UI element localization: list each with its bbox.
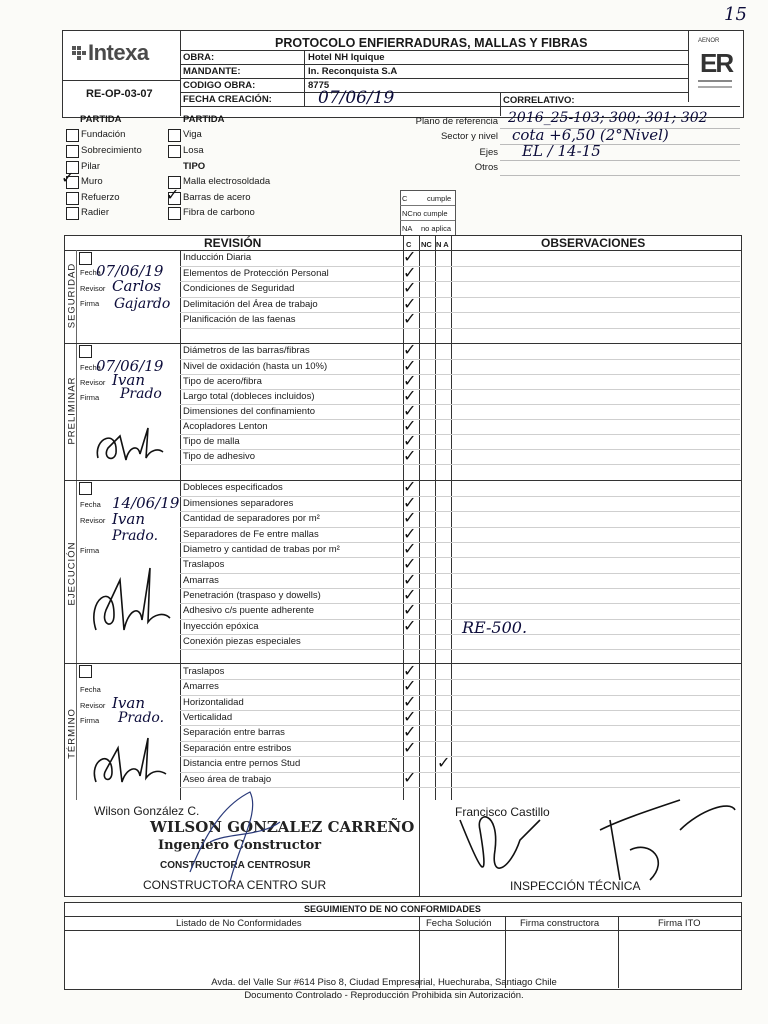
check-icon: ✓ bbox=[403, 600, 417, 619]
right-role: INSPECCIÓN TÉCNICA bbox=[510, 879, 641, 893]
ejes-value: EL / 14-15 bbox=[522, 142, 601, 160]
logo-mark-icon bbox=[72, 46, 86, 60]
check-icon: ✓ bbox=[403, 768, 417, 787]
row-label: Adhesivo c/s puente adherente bbox=[183, 605, 314, 616]
option-pilar: Pilar bbox=[81, 161, 101, 172]
left-company: CONSTRUCTORA CENTRO SUR bbox=[143, 878, 327, 892]
mandante-label: MANDANTE: bbox=[183, 66, 241, 77]
stamp-line-3: CONSTRUCTORA CENTROSUR bbox=[160, 860, 311, 871]
check-icon: ✓ bbox=[403, 508, 417, 527]
partida2-label: PARTIDA bbox=[183, 114, 225, 125]
muro-check-icon: ✓ bbox=[61, 168, 75, 187]
check-icon: ✓ bbox=[403, 294, 417, 313]
check-icon: ✓ bbox=[403, 401, 417, 420]
row-label: Diametro y cantidad de trabas por m² bbox=[183, 544, 340, 555]
partida-label: PARTIDA bbox=[80, 114, 122, 125]
row-label: Nivel de oxidación (hasta un 10%) bbox=[183, 361, 328, 372]
right-signer-name: Francisco Castillo bbox=[455, 805, 550, 819]
stamp-line-1: WILSON GONZALEZ CARREÑO bbox=[150, 818, 415, 836]
check-icon: ✓ bbox=[403, 493, 417, 512]
obra-value: Hotel NH Iquique bbox=[308, 52, 385, 63]
sector-label: Sector y nivel bbox=[440, 131, 498, 142]
check-icon: ✓ bbox=[403, 309, 417, 328]
row-label: Separadores de Fe entre mallas bbox=[183, 529, 319, 540]
option-muro: Muro bbox=[81, 176, 103, 187]
no-conformidades-title: SEGUIMIENTO DE NO CONFORMIDADES bbox=[304, 904, 481, 914]
stamp-line-2: Ingeniero Constructor bbox=[158, 838, 322, 853]
row-label: Traslapos bbox=[183, 559, 225, 570]
doc-code: RE-OP-03-07 bbox=[86, 88, 153, 100]
nc-col-firma-ito: Firma ITO bbox=[658, 918, 701, 929]
check-icon: ✓ bbox=[403, 707, 417, 726]
mandante-value: In. Reconquista S.A bbox=[308, 66, 398, 77]
termino-signature bbox=[88, 730, 168, 790]
option-fibra: Fibra de carbono bbox=[183, 207, 255, 218]
logo-text: Intexa bbox=[88, 40, 149, 65]
preliminar-fecha: 07/06/19 bbox=[96, 357, 164, 375]
ejecucion-observacion: RE-500. bbox=[462, 618, 528, 637]
tipo-label: TIPO bbox=[183, 161, 206, 172]
footer-address: Avda. del Valle Sur #614 Piso 8, Ciudad Empresarial, Huechuraba, Santiago Chile bbox=[211, 977, 557, 988]
preliminar-firma: Prado bbox=[120, 386, 162, 402]
intexa-logo bbox=[72, 40, 172, 70]
check-icon: ✓ bbox=[437, 753, 451, 772]
correlativo-label: CORRELATIVO: bbox=[503, 95, 575, 106]
option-fundacion: Fundación bbox=[81, 129, 126, 140]
check-icon: ✓ bbox=[403, 585, 417, 604]
row-label: Inducción Diaria bbox=[183, 252, 252, 263]
row-label: Conexión piezas especiales bbox=[183, 636, 301, 647]
check-icon: ✓ bbox=[403, 263, 417, 282]
right-signature bbox=[450, 790, 740, 895]
plano-label: Plano de referencia bbox=[415, 116, 498, 127]
row-label: Separación entre estribos bbox=[183, 743, 292, 754]
row-label: Dobleces especificados bbox=[183, 482, 283, 493]
row-label: Amarres bbox=[183, 681, 219, 692]
option-refuerzo: Refuerzo bbox=[81, 192, 120, 203]
section-preliminar-label: PRELIMINAR bbox=[66, 376, 78, 445]
row-label: Horizontalidad bbox=[183, 697, 244, 708]
row-label: Penetración (traspaso y dowells) bbox=[183, 590, 321, 601]
page-number: 15 bbox=[724, 4, 747, 25]
seguridad-fecha: 07/06/19 bbox=[96, 262, 164, 280]
row-label: Dimensiones del confinamiento bbox=[183, 406, 316, 417]
row-label: Tipo de acero/fibra bbox=[183, 376, 262, 387]
preliminar-revisor: Ivan bbox=[112, 371, 146, 389]
ejes-label: Ejes bbox=[479, 147, 498, 158]
check-icon: ✓ bbox=[403, 477, 417, 496]
row-label: Diámetros de las barras/fibras bbox=[183, 345, 310, 356]
ejecucion-signature bbox=[84, 560, 174, 640]
check-icon: ✓ bbox=[403, 446, 417, 465]
nc-col-listado: Listado de No Conformidades bbox=[176, 918, 302, 929]
codigo-label: CODIGO OBRA: bbox=[183, 80, 256, 91]
revision-header: REVISIÓN bbox=[204, 236, 262, 250]
check-icon: ✓ bbox=[403, 524, 417, 543]
section-ejecucion-label: EJECUCIÓN bbox=[66, 541, 78, 606]
check-icon: ✓ bbox=[403, 738, 417, 757]
nc-col-fecha: Fecha Solución bbox=[426, 918, 492, 929]
row-label: Planificación de las faenas bbox=[183, 314, 296, 325]
check-icon: ✓ bbox=[403, 371, 417, 390]
form-title: PROTOCOLO ENFIERRADURAS, MALLAS Y FIBRAS bbox=[275, 36, 588, 50]
row-label: Aseo área de trabajo bbox=[183, 774, 272, 785]
section-seguridad-label: SEGURIDAD bbox=[66, 262, 78, 329]
fecha-creacion-label: FECHA CREACIÓN: bbox=[183, 94, 272, 105]
section-termino-label: TÉRMINO bbox=[66, 708, 78, 759]
seguridad-firma: Gajardo bbox=[114, 296, 171, 312]
row-label: Cantidad de separadores por m² bbox=[183, 513, 320, 524]
option-losa: Losa bbox=[183, 145, 204, 156]
option-sobrecimiento: Sobrecimiento bbox=[81, 145, 142, 156]
fecha-creacion-value: 07/06/19 bbox=[318, 88, 395, 108]
row-label: Tipo de malla bbox=[183, 436, 240, 447]
ejecucion-firma-name: Prado. bbox=[112, 528, 159, 544]
option-malla: Malla electrosoldada bbox=[183, 176, 271, 187]
nc-col-firma-constructora: Firma constructora bbox=[520, 918, 600, 929]
termino-firma: Prado. bbox=[118, 710, 165, 726]
observaciones-header: OBSERVACIONES bbox=[541, 236, 646, 250]
check-icon: ✓ bbox=[403, 616, 417, 635]
termino-revisor: Ivan bbox=[112, 694, 146, 712]
check-icon: ✓ bbox=[403, 539, 417, 558]
check-icon: ✓ bbox=[403, 340, 417, 359]
row-label: Separación entre barras bbox=[183, 727, 285, 738]
check-icon: ✓ bbox=[403, 554, 417, 573]
check-icon: ✓ bbox=[403, 676, 417, 695]
check-icon: ✓ bbox=[403, 356, 417, 375]
ejecucion-fecha: 14/06/19 bbox=[112, 494, 180, 512]
check-icon: ✓ bbox=[403, 570, 417, 589]
row-label: Verticalidad bbox=[183, 712, 233, 723]
preliminar-signature bbox=[88, 418, 168, 468]
otros-label: Otros bbox=[474, 162, 498, 173]
check-icon: ✓ bbox=[403, 278, 417, 297]
row-label: Inyección epóxica bbox=[183, 621, 259, 632]
row-label: Acopladores Lenton bbox=[183, 421, 268, 432]
row-label: Delimitación del Área de trabajo bbox=[183, 299, 318, 310]
sector-value: cota +6,50 (2°Nivel) bbox=[512, 126, 669, 144]
left-signature bbox=[170, 782, 290, 892]
option-viga: Viga bbox=[183, 129, 202, 140]
aenor-cert-mark: AENOR ER bbox=[692, 36, 738, 96]
obra-label: OBRA: bbox=[183, 52, 215, 63]
plano-value: 2016_25-103; 300; 301; 302 bbox=[508, 110, 708, 126]
row-label: Largo total (dobleces incluidos) bbox=[183, 391, 315, 402]
check-icon: ✓ bbox=[403, 386, 417, 405]
row-label: Dimensiones separadores bbox=[183, 498, 294, 509]
check-icon: ✓ bbox=[403, 431, 417, 450]
ejecucion-revisor: Ivan bbox=[112, 510, 146, 528]
row-label: Amarras bbox=[183, 575, 219, 586]
row-label: Traslapos bbox=[183, 666, 225, 677]
codigo-value: 8775 bbox=[308, 80, 330, 91]
row-label: Distancia entre pernos Stud bbox=[183, 758, 301, 769]
option-barras: Barras de acero bbox=[183, 192, 251, 203]
barras-check-icon: ✓ bbox=[166, 185, 180, 204]
check-icon: ✓ bbox=[403, 661, 417, 680]
seguridad-revisor: Carlos bbox=[112, 277, 162, 295]
row-label: Elementos de Protección Personal bbox=[183, 268, 329, 279]
check-icon: ✓ bbox=[403, 247, 417, 266]
row-label: Condiciones de Seguridad bbox=[183, 283, 295, 294]
check-icon: ✓ bbox=[403, 722, 417, 741]
option-radier: Radier bbox=[81, 207, 109, 218]
check-icon: ✓ bbox=[403, 692, 417, 711]
footer-notice: Documento Controlado - Reproducción Prohibida sin Autorización. bbox=[244, 990, 524, 1001]
left-signer-name: Wilson González C. bbox=[94, 804, 200, 818]
check-icon: ✓ bbox=[403, 416, 417, 435]
row-label: Tipo de adhesivo bbox=[183, 451, 256, 462]
